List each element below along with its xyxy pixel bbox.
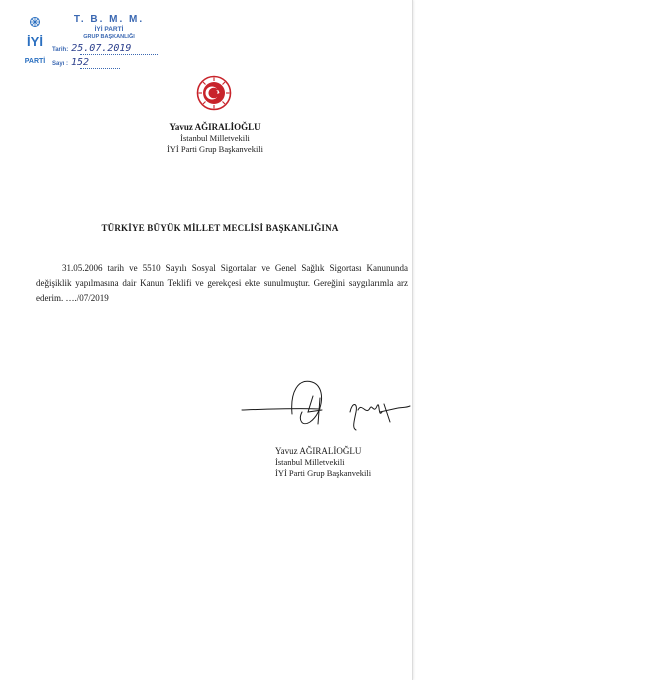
- stamp-subtitle-office: GRUP BAŞKANLIĞI: [83, 34, 135, 40]
- tbmm-emblem-icon: [196, 75, 232, 111]
- stamp-number-value: 152: [71, 57, 90, 68]
- letter-body: [36, 261, 408, 306]
- signer-title-2: İYİ Parti Grup Başkanvekili: [275, 468, 372, 478]
- stamp-number-line: [80, 68, 120, 69]
- party-logo-text: İYİ: [27, 34, 43, 49]
- handwritten-signature: [240, 372, 415, 432]
- stamp-number-row: [52, 57, 89, 68]
- signer-title-1: İstanbul Milletvekili: [275, 457, 345, 467]
- stamp-date-value: 25.07.2019: [71, 43, 132, 54]
- sender-title-2: İYİ Parti Grup Başkanvekili: [166, 144, 264, 154]
- stamp-date-label: Tarih:: [52, 47, 69, 53]
- sender-name: Yavuz AĞIRALİOĞLU: [169, 122, 261, 132]
- signer-block: [275, 446, 415, 478]
- party-name: PARTİ: [24, 58, 46, 65]
- letter-paragraph: 31.05.2006 tarih ve 5510 Sayılı Sosyal Sigortalar ve Genel Sağlık Sigortası Kanununda değişiklik yapılmasına dair Kanun Teklifi ve gerekçesi ekte sunulmuştur. Gereğini saygılarımla arz ederim. …./07/2019: [36, 263, 408, 303]
- addressee-heading: TÜRKİYE BÜYÜK MİLLET MECLİSİ BAŞKANLIĞINA: [101, 223, 339, 233]
- sender-block: [140, 122, 290, 154]
- stamp-subtitle-party: İYİ PARTİ: [94, 26, 124, 33]
- stamp-title: T. B. M. M.: [73, 14, 145, 25]
- stamp-number-label: Sayı :: [52, 61, 69, 67]
- stamp-date-line: [80, 54, 158, 55]
- stamp-date-row: [52, 43, 131, 54]
- signer-name: Yavuz AĞIRALİOĞLU: [275, 446, 362, 456]
- receipt-stamp: [20, 14, 160, 70]
- sender-title-1: İstanbul Milletvekili: [180, 133, 250, 143]
